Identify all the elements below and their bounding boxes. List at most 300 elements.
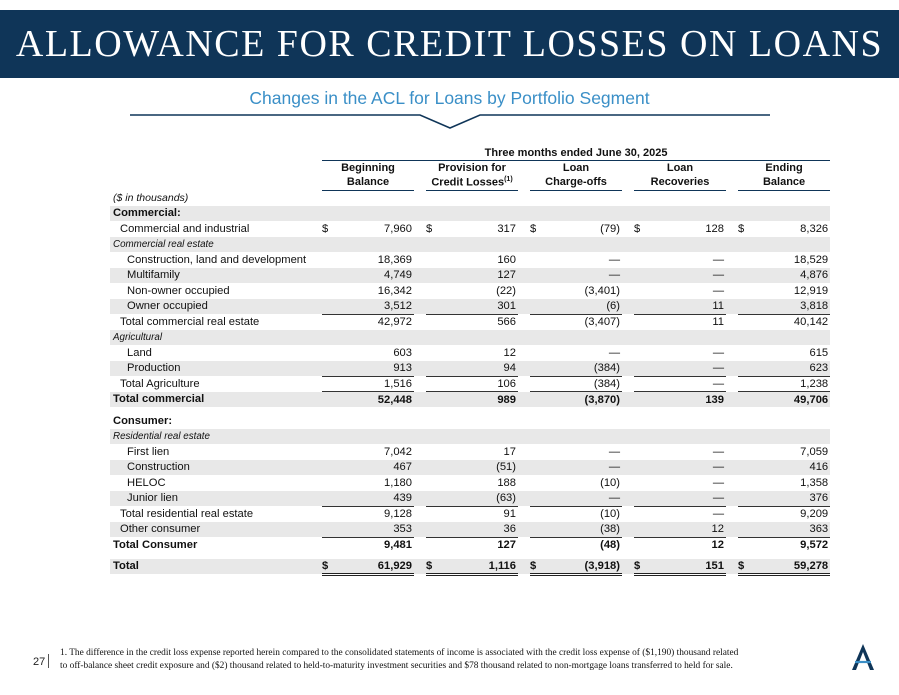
column-gap [414,429,426,445]
currency-symbol [322,392,332,408]
column-gap [622,444,634,460]
cell-value [540,330,622,346]
currency-symbol [426,330,436,346]
currency-symbol [322,314,332,330]
cell-value: — [644,491,726,507]
col-header: Provision for [438,161,506,174]
col-header: Ending [765,161,803,174]
cell-value: 12 [644,522,726,538]
cell-value: 61,929 [332,559,414,575]
cell-value: 7,059 [800,445,829,458]
cell-value: 12 [503,346,516,359]
cell-value: 127 [436,268,518,284]
table-row [110,460,830,476]
currency-symbol [322,491,332,507]
row-label: Construction, land and development [127,253,307,266]
currency-symbol: $ [634,222,641,235]
cell-value [748,429,830,445]
footnote-marker: (1) [504,175,513,183]
currency-symbol [738,460,748,476]
cell-value [436,330,518,346]
column-gap [414,314,426,330]
currency-symbol [322,475,332,491]
cell-value: (3,407) [584,316,620,328]
cell-value [332,413,414,429]
currency-symbol [530,330,540,346]
currency-symbol [634,299,644,315]
currency-symbol [634,475,644,491]
currency-symbol [322,522,332,538]
currency-symbol [634,392,644,408]
currency-symbol [322,506,332,522]
column-gap [518,460,530,476]
page-subtitle: Changes in the ACL for Loans by Portfolio Segment [249,88,650,108]
row-label: Construction [110,460,322,476]
currency-symbol [634,522,644,538]
column-gap [726,506,738,522]
currency-symbol [530,429,540,445]
column-gap [518,299,530,315]
table-row [110,206,830,222]
column-gap [726,376,738,392]
currency-symbol [426,206,436,222]
cell-value: 11 [712,316,724,328]
table-row [110,314,830,330]
row-label: Multifamily [110,268,322,284]
currency-symbol [738,252,748,268]
currency-symbol [634,268,644,284]
currency-symbol [634,429,644,445]
currency-symbol [322,429,332,445]
column-gap [414,361,426,377]
column-gap [518,221,530,237]
currency-symbol [426,429,436,445]
column-gap [414,330,426,346]
currency-symbol [738,314,748,330]
cell-value: (384) [540,376,622,392]
row-label: Production [110,361,322,377]
currency-symbol [426,537,436,553]
currency-symbol [426,299,436,315]
column-gap [414,268,426,284]
table-row [110,392,830,408]
currency-symbol [530,237,540,253]
currency-symbol [738,475,748,491]
column-gap [726,475,738,491]
cell-value: 11 [644,299,726,315]
currency-symbol: $ [426,222,433,235]
cell-value: 363 [748,522,830,538]
currency-symbol [634,237,644,253]
chevron-divider-icon [130,112,770,132]
currency-symbol [634,537,644,553]
cell-value: 49,706 [748,392,830,408]
currency-symbol [634,506,644,522]
cell-value: 1,516 [332,376,414,392]
col-header: Loan [666,161,694,174]
acl-table [110,146,830,576]
currency-symbol [426,252,436,268]
currency-symbol [738,330,748,346]
currency-symbol [426,413,436,429]
cell-value: 7,042 [384,445,412,458]
currency-symbol [426,460,436,476]
currency-symbol [634,283,644,299]
currency-symbol [322,299,332,315]
title-banner [0,10,899,78]
currency-symbol [426,491,436,507]
cell-value: 42,972 [377,316,412,328]
currency-symbol [530,299,540,315]
cell-value: 8,326 [800,222,829,235]
col-header [426,175,518,190]
cell-value: 3,512 [332,299,414,315]
cell-value: 301 [436,299,518,315]
currency-symbol [426,314,436,330]
cell-value: — [644,268,726,284]
column-gap [726,268,738,284]
cell-value [644,413,726,429]
column-gap [622,361,634,377]
column-gap [414,283,426,299]
column-gap [622,392,634,408]
cell-value [748,206,830,222]
currency-symbol [530,522,540,538]
currency-symbol [738,444,748,460]
column-gap [414,491,426,507]
cell-value: — [712,346,724,359]
column-gap [622,537,634,553]
cell-value: — [712,253,724,266]
currency-symbol [634,376,644,392]
column-gap [518,559,530,575]
currency-symbol [322,376,332,392]
currency-symbol [634,206,644,222]
footnote [60,647,840,672]
cell-value: 376 [748,491,830,507]
cell-value: 1,116 [436,559,518,575]
currency-symbol [322,361,332,377]
column-gap [726,361,738,377]
currency-symbol [738,522,748,538]
table-row [110,221,830,237]
currency-symbol [738,491,748,507]
cell-value: 128 [705,222,724,235]
row-label: Total Consumer [113,538,198,551]
column-gap [726,444,738,460]
cell-value [332,206,414,222]
row-label: HELOC [127,476,166,489]
cell-value: 12 [711,539,724,551]
column-gap [622,345,634,361]
cell-value: 3,818 [748,299,830,315]
currency-symbol [426,506,436,522]
column-gap [622,221,634,237]
cell-value [748,413,830,429]
cell-value [748,330,830,346]
cell-value: (3,918) [540,559,622,575]
currency-symbol [738,345,748,361]
column-gap [518,283,530,299]
column-gap [726,299,738,315]
page-number-divider [48,654,49,668]
column-gap [622,429,634,445]
column-gap [726,491,738,507]
cell-value: — [644,361,726,377]
currency-symbol [530,392,540,408]
cell-value [436,429,518,445]
table-row [110,252,830,268]
table-row [110,361,830,377]
cell-value: 439 [332,491,414,507]
cell-value [540,429,622,445]
cell-value: — [608,253,620,266]
col-header: Loan [562,161,590,174]
currency-symbol [322,460,332,476]
currency-symbol [322,252,332,268]
currency-symbol [530,206,540,222]
table-row [110,537,830,553]
column-gap [518,206,530,222]
row-label: Residential real estate [110,429,322,445]
cell-value: 1,358 [800,476,829,489]
currency-symbol [530,444,540,460]
column-gap [518,314,530,330]
column-gap [414,537,426,553]
currency-symbol [530,506,540,522]
currency-symbol [322,283,332,299]
cell-value: (48) [600,539,620,551]
cell-value: 106 [436,376,518,392]
column-gap [622,237,634,253]
currency-symbol [530,252,540,268]
column-gap [622,299,634,315]
cell-value: (384) [540,361,622,377]
currency-symbol: $ [322,559,332,575]
column-gap [726,537,738,553]
column-gap [726,206,738,222]
currency-symbol [634,330,644,346]
cell-value: 36 [436,522,518,538]
cell-value: 566 [497,316,516,328]
row-label: Total commercial real estate [120,315,260,328]
cell-value: 623 [748,361,830,377]
row-label: Owner occupied [110,299,322,315]
row-label: Total commercial [110,392,322,408]
cell-value: (3,401) [584,284,620,297]
column-gap [414,376,426,392]
currency-symbol [322,237,332,253]
row-label: Land [127,346,152,359]
page-title: ALLOWANCE FOR CREDIT LOSSES ON LOANS [15,23,884,65]
table-row [110,283,830,299]
cell-value: (22) [496,284,516,297]
footnote-line: 1. The difference in the credit loss expense reported herein compared to the consolidated statements of income is associated with the credit loss expense of ($1,190) thousand related [60,648,739,658]
currency-symbol [738,413,748,429]
cell-value [332,429,414,445]
row-label: Total [110,559,322,575]
cell-value: 989 [436,392,518,408]
currency-symbol [738,299,748,315]
table-row [110,268,830,284]
table-row [110,475,830,491]
cell-value: (79) [600,222,620,235]
table-row [110,559,830,575]
column-gap [518,522,530,538]
table-row [110,376,830,392]
cell-value: (51) [436,460,518,476]
company-logo [848,642,878,672]
column-gap [518,376,530,392]
currency-symbol [738,429,748,445]
currency-symbol [634,491,644,507]
currency-symbol [322,413,332,429]
currency-symbol [530,491,540,507]
column-gap [518,252,530,268]
cell-value: 4,749 [332,268,414,284]
currency-symbol [738,506,748,522]
col-header-text: Credit Losses [431,176,505,189]
cell-value [436,206,518,222]
col-header: Balance [322,175,414,190]
currency-symbol [738,268,748,284]
table-row [110,413,830,429]
column-gap [518,268,530,284]
currency-symbol [426,475,436,491]
table-row [110,299,830,315]
cell-value: 603 [393,346,412,359]
period-header: Three months ended June 30, 2025 [322,146,830,160]
currency-symbol [530,413,540,429]
cell-value: — [608,346,620,359]
column-gap [726,252,738,268]
currency-symbol [634,314,644,330]
column-gap [518,444,530,460]
column-gap [414,559,426,575]
footnote-line: to off-balance sheet credit exposure and ($2) thousand related to held-to-maturity investment securities and $78 thousand related to non-mortgage loans transferred to held for sale. [60,660,733,671]
table-row [110,330,830,346]
col-header: Recoveries [634,175,726,190]
column-gap [726,559,738,575]
currency-symbol [634,460,644,476]
cell-value: 353 [332,522,414,538]
table-row [110,345,830,361]
currency-symbol [530,475,540,491]
currency-symbol [530,361,540,377]
cell-value: 9,572 [800,539,829,551]
column-gap [414,522,426,538]
cell-value [332,330,414,346]
currency-symbol [634,252,644,268]
column-gap [518,506,530,522]
logo-icon [848,642,878,672]
row-label: Agricultural [110,330,322,346]
currency-symbol [530,376,540,392]
table-row [110,444,830,460]
currency-symbol [426,237,436,253]
cell-value: 151 [644,559,726,575]
currency-symbol [530,314,540,330]
column-gap [414,206,426,222]
units-note: ($ in thousands) [113,191,189,204]
column-gap [414,506,426,522]
column-gap [726,314,738,330]
column-gap [414,299,426,315]
cell-value: 160 [497,253,516,266]
column-gap [414,460,426,476]
column-gap [622,413,634,429]
cell-value [540,206,622,222]
currency-symbol [634,444,644,460]
cell-value: 9,209 [800,508,829,520]
currency-symbol [426,361,436,377]
column-gap [414,444,426,460]
cell-value: 18,369 [377,253,412,266]
currency-symbol [426,444,436,460]
col-header: Balance [738,175,830,190]
row-label: Commercial and industrial [120,222,250,235]
cell-value: — [712,445,724,458]
row-label: Consumer: [113,414,173,427]
column-gap [518,413,530,429]
column-gap [726,522,738,538]
currency-symbol [738,206,748,222]
column-gap [414,345,426,361]
currency-symbol [530,345,540,361]
column-gap [414,475,426,491]
column-gap [414,413,426,429]
column-gap [726,221,738,237]
currency-symbol [322,330,332,346]
column-gap [726,460,738,476]
cell-value: 317 [497,222,516,235]
cell-value: — [712,508,724,520]
column-gap [726,345,738,361]
column-gap [622,376,634,392]
cell-value: 127 [497,539,516,551]
column-gap [726,330,738,346]
currency-symbol [426,522,436,538]
column-gap [622,206,634,222]
currency-symbol [634,361,644,377]
currency-symbol [530,460,540,476]
column-gap [414,237,426,253]
column-gap [518,537,530,553]
column-gap [518,361,530,377]
cell-value: 17 [503,445,516,458]
column-gap [622,283,634,299]
currency-symbol [322,537,332,553]
column-gap [726,283,738,299]
cell-value [332,237,414,253]
currency-symbol [530,537,540,553]
column-gap [622,559,634,575]
currency-symbol: $ [738,559,748,575]
cell-value: — [712,476,724,489]
cell-value: 91 [503,508,516,520]
column-gap [414,392,426,408]
cell-value: 4,876 [748,268,830,284]
cell-value: — [540,268,622,284]
column-gap [518,345,530,361]
cell-value: (10) [600,508,620,520]
currency-symbol [426,283,436,299]
cell-value [436,237,518,253]
currency-symbol [738,361,748,377]
cell-value: (6) [540,299,622,315]
cell-value: 9,128 [384,508,412,520]
currency-symbol: $ [530,559,540,575]
